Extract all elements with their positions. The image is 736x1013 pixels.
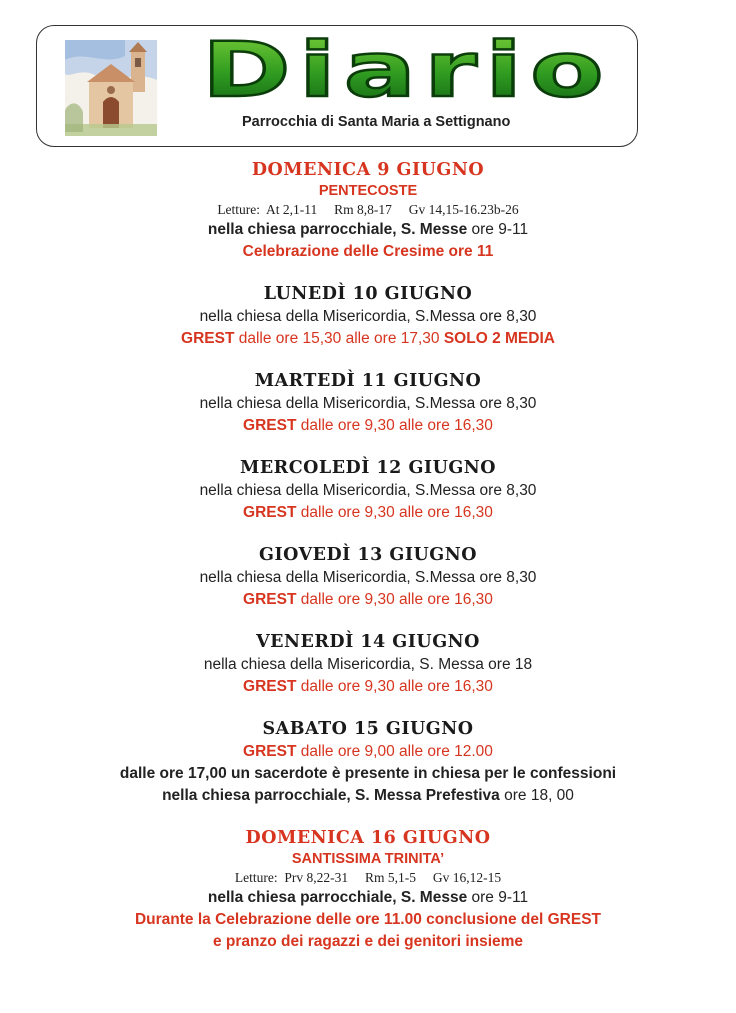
mass-time: ore 8,30 xyxy=(475,482,537,499)
header-box xyxy=(36,25,638,147)
mass-line xyxy=(0,393,736,415)
diario-masthead xyxy=(187,28,627,108)
grest-label: GREST xyxy=(243,678,297,695)
day-block xyxy=(0,630,736,698)
grest-line xyxy=(0,328,736,350)
grest-label: GREST xyxy=(243,417,297,434)
grest-line xyxy=(0,415,736,437)
mass-place: nella chiesa della Misericordia, S.Messa xyxy=(199,569,476,586)
event-line: Celebrazione delle Cresime ore 11 xyxy=(242,243,494,260)
confession-line: dalle ore 17,00 un sacerdote è presente in chiesa per le confessioni xyxy=(119,765,617,782)
day-block xyxy=(0,369,736,437)
mass-time: ore 18 xyxy=(483,656,533,673)
mass-place: nella chiesa parrocchiale, S. Messa Prefestiva xyxy=(162,787,500,804)
grest-hours: dalle ore 9,30 alle ore 16,30 xyxy=(296,417,493,434)
day-block xyxy=(0,826,736,953)
mass-time: ore 8,30 xyxy=(475,308,537,325)
parish-name: Parrocchia di Santa Maria a Settignano xyxy=(242,114,511,130)
day-block xyxy=(0,158,736,263)
grest-hours: dalle ore 9,30 alle ore 16,30 xyxy=(296,591,493,608)
grest-line xyxy=(0,676,736,698)
grest-line xyxy=(0,589,736,611)
mass-place: nella chiesa della Misericordia, S.Messa xyxy=(199,308,476,325)
grest-label: GREST xyxy=(243,504,297,521)
mass-time: ore 18, 00 xyxy=(499,787,574,804)
masthead-title: Diario xyxy=(202,28,612,108)
day-title: DOMENICA 16 GIUGNO xyxy=(245,828,491,848)
grest-hours: dalle ore 9,30 alle ore 16,30 xyxy=(296,504,493,521)
day-title: GIOVEDÌ 13 GIUGNO xyxy=(259,545,477,565)
day-title: MERCOLEDÌ 12 GIUGNO xyxy=(239,458,497,478)
day-title: DOMENICA 9 GIUGNO xyxy=(251,160,485,180)
grest-label: GREST xyxy=(181,330,235,347)
grest-hours: dalle ore 15,30 alle ore 17,30 xyxy=(234,330,444,347)
day-block xyxy=(0,543,736,611)
grest-label: GREST xyxy=(243,591,297,608)
mass-time: ore 9-11 xyxy=(467,889,529,906)
mass-line xyxy=(0,567,736,589)
mass-place: nella chiesa della Misericordia, S.Messa xyxy=(199,482,476,499)
grest-hours: dalle ore 9,30 alle ore 16,30 xyxy=(296,678,493,695)
mass-place: nella chiesa della Misericordia, S.Messa xyxy=(199,395,476,412)
church-watercolor-image xyxy=(65,40,157,136)
feast-name: PENTECOSTE xyxy=(318,183,418,199)
day-title: SABATO 15 GIUGNO xyxy=(262,719,474,739)
mass-time: ore 8,30 xyxy=(475,395,537,412)
mass-line xyxy=(0,887,736,909)
day-title: LUNEDÌ 10 GIUGNO xyxy=(263,284,473,304)
grest-label: GREST xyxy=(243,743,297,760)
day-block xyxy=(0,282,736,350)
mass-place: nella chiesa della Misericordia, S. Messa xyxy=(203,656,484,673)
grest-note: SOLO 2 MEDIA xyxy=(443,330,555,347)
mass-line xyxy=(0,306,736,328)
day-title: MARTEDÌ 11 GIUGNO xyxy=(254,371,482,391)
mass-line xyxy=(0,219,736,241)
mass-time: ore 8,30 xyxy=(475,569,537,586)
event-line: Durante la Celebrazione delle ore 11.00 conclusione del GREST xyxy=(134,911,601,928)
mass-time: ore 9-11 xyxy=(467,221,529,238)
event-line: e pranzo dei ragazzi e dei genitori insieme xyxy=(212,933,524,950)
readings-line: Letture: At 2,1-11 Rm 8,8-17 Gv 14,15-16.23b-26 xyxy=(217,202,519,217)
mass-line xyxy=(0,480,736,502)
grest-line xyxy=(0,502,736,524)
mass-place: nella chiesa parrocchiale, S. Messe xyxy=(207,889,468,906)
readings-line: Letture: Prv 8,22-31 Rm 5,1-5 Gv 16,12-15 xyxy=(234,870,502,885)
mass-line xyxy=(0,654,736,676)
schedule xyxy=(0,158,736,953)
mass-line xyxy=(0,785,736,807)
day-block xyxy=(0,456,736,524)
feast-name: SANTISSIMA TRINITA’ xyxy=(291,851,445,867)
day-title: VENERDÌ 14 GIUGNO xyxy=(256,632,480,652)
grest-hours: dalle ore 9,00 alle ore 12.00 xyxy=(296,743,493,760)
mass-place: nella chiesa parrocchiale, S. Messe xyxy=(207,221,468,238)
day-block xyxy=(0,717,736,807)
grest-line xyxy=(0,741,736,763)
